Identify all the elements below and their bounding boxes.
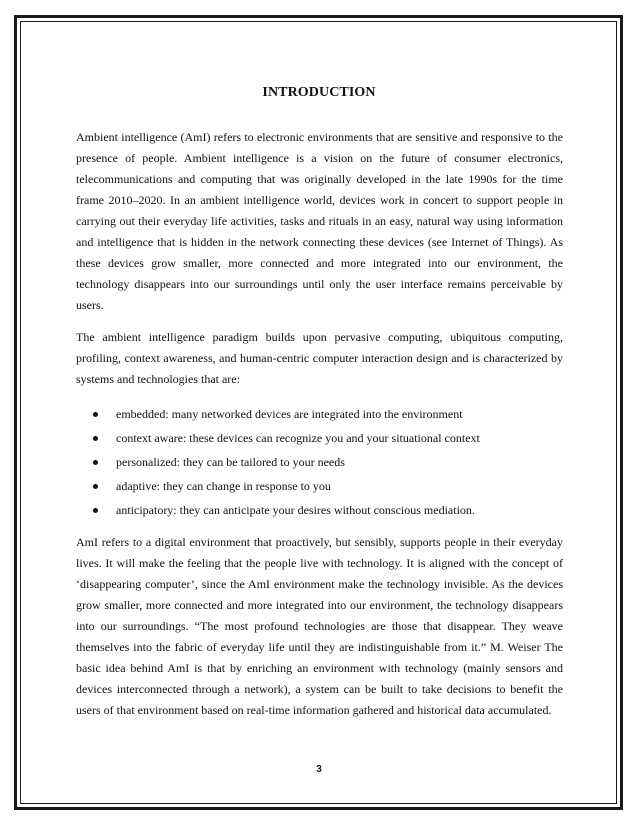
- list-item-text: personalized: they can be tailored to your needs: [116, 455, 345, 469]
- bullet-icon: [93, 484, 98, 489]
- list-item-text: embedded: many networked devices are integrated into the environment: [116, 407, 463, 421]
- bullet-icon: [93, 436, 98, 441]
- bullet-icon: [93, 460, 98, 465]
- list-item: [76, 500, 563, 521]
- list-item: [76, 428, 563, 449]
- list-item-text: adaptive: they can change in response to you: [116, 479, 331, 493]
- list-item: [76, 452, 563, 473]
- list-item-text: context aware: these devices can recognize you and your situational context: [116, 431, 480, 445]
- list-item: [76, 404, 563, 425]
- page-number: 3: [316, 764, 322, 775]
- page-title: INTRODUCTION: [262, 85, 376, 100]
- document-body: [76, 127, 563, 721]
- bullet-icon: [93, 508, 98, 513]
- bullet-icon: [93, 412, 98, 417]
- paragraph-paradigm: The ambient intelligence paradigm builds upon pervasive computing, ubiquitous computing, profiling, context awareness, and human-centric computer interaction design and is characterized by systems and technologies that are:: [76, 330, 563, 386]
- paragraph-closing: AmI refers to a digital environment that proactively, but sensibly, supports people in their everyday lives. It will make the feeling that the people live with technology. It is aligned with the concept of ‘disappearing computer’, since the AmI environment make the technology invisible. As the devices grow smaller, more connected and more integrated into our environment, the technology disappears into our surroundings. “The most profound technologies are those that disappear. They weave themselves into the fabric of everyday life until they are indistinguishable from it.” M. Weiser The basic idea behind AmI is that by enriching an environment with technology (mainly sensors and devices interconnected through a network), a system can be built to take decisions to benefit the users of that environment based on real-time information gathered and historical data accumulated.: [76, 535, 563, 717]
- list-item: [76, 476, 563, 497]
- list-item-text: anticipatory: they can anticipate your desires without conscious mediation.: [116, 503, 475, 517]
- paragraph-intro: Ambient intelligence (AmI) refers to electronic environments that are sensitive and responsive to the presence of people. Ambient intelligence is a vision on the future of consumer electronics, telecommunications and computing that was originally developed in the late 1990s for the time frame 2010–2020. In an ambient intelligence world, devices work in concert to support people in carrying out their everyday life activities, tasks and rituals in an easy, natural way using information and intelligence that is hidden in the network connecting these devices (see Internet of Things). As these devices grow smaller, more connected and more integrated into our environment, the technology disappears into our surroundings until only the user interface remains perceivable by users.: [76, 130, 563, 312]
- characteristics-list: [76, 404, 563, 521]
